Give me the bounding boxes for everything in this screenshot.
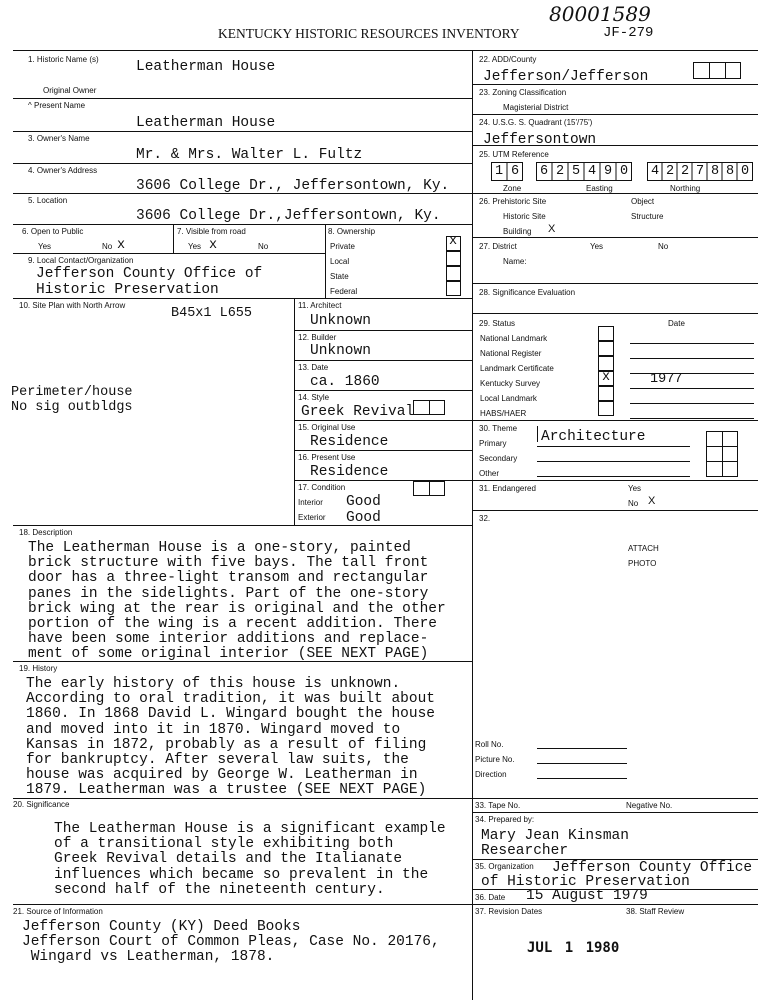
theme-primary-label: Primary: [479, 439, 507, 448]
status-date-line: [630, 418, 754, 419]
direction-line: [537, 778, 627, 779]
history-line: 1879. Leatherman was a trustee (SEE NEXT PAGE): [26, 782, 427, 799]
rule: [472, 237, 758, 238]
district-yes-label: Yes: [590, 242, 604, 251]
location-label: 5. Location: [28, 196, 68, 205]
status-date-label: Date: [668, 319, 685, 328]
status-habs-haer: HABS/HAER: [480, 409, 527, 418]
original-owner-label: Original Owner: [43, 86, 97, 95]
district-label: 27. District: [479, 242, 517, 251]
photo-section-label: 32.: [479, 514, 491, 523]
historic-site-label: Historic Site: [503, 212, 546, 221]
status-date-line: [630, 358, 754, 359]
significance-label: 20. Significance: [13, 800, 70, 809]
utm-northing-label: Northing: [670, 184, 701, 193]
form-top-border: [13, 50, 758, 51]
status-checkbox[interactable]: [598, 401, 614, 416]
ownership-private-mark: x: [449, 234, 458, 249]
add-county-code-box[interactable]: [693, 62, 741, 79]
date-prepared-label: 36. Date: [475, 893, 506, 902]
interior-label: Interior: [298, 498, 323, 507]
rule: [472, 812, 758, 813]
rule: [13, 131, 472, 132]
form-title: KENTUCKY HISTORIC RESOURCES INVENTORY: [218, 26, 520, 41]
rule: [173, 224, 174, 253]
utm-zone-label: Zone: [503, 184, 522, 193]
original-use-label: 15. Original Use: [298, 423, 356, 432]
district-no-label: No: [658, 242, 669, 251]
building-mark[interactable]: X: [548, 223, 556, 235]
builder-label: 12. Builder: [298, 333, 337, 342]
prehistoric-site-label: 26. Prehistoric Site: [479, 197, 547, 206]
endangered-label: 31. Endangered: [479, 484, 536, 493]
status-checkbox[interactable]: [598, 341, 614, 356]
rule: [294, 420, 472, 421]
ownership-checkbox-federal[interactable]: [446, 281, 461, 296]
site-plan-note-2: No sig outbldgs: [11, 400, 133, 415]
utm-easting-digit: 9: [604, 164, 613, 179]
style-code-divider: [429, 400, 430, 415]
present-use-value[interactable]: Residence: [310, 464, 389, 480]
theme-code-divider: [706, 461, 738, 462]
status-checkbox[interactable]: [598, 356, 614, 371]
zoning-label: 23. Zoning Classification: [479, 88, 567, 97]
condition-code-divider: [429, 481, 430, 496]
rule: [472, 193, 758, 194]
prepared-by-name[interactable]: Mary Jean Kinsman: [481, 828, 629, 844]
ownership-state-label: State: [330, 272, 349, 281]
visible-from-road-label: 7. Visible from road: [177, 227, 246, 236]
structure-label: Structure: [631, 212, 664, 221]
open-no-label: No: [102, 242, 113, 251]
visible-yes-label: Yes: [188, 242, 202, 251]
style-value[interactable]: Greek Revival: [301, 404, 415, 420]
architect-value[interactable]: Unknown: [310, 313, 371, 329]
description-text[interactable]: [28, 541, 446, 663]
organization-line-1[interactable]: Jefferson County Office: [552, 860, 753, 876]
rule: [472, 313, 758, 314]
picture-number-label: Picture No.: [475, 755, 515, 764]
source-text[interactable]: [22, 920, 440, 966]
description-line: have been some interior additions and replace-: [28, 631, 429, 648]
kentucky-survey-year[interactable]: 1977: [650, 372, 683, 387]
code-divider: [709, 62, 710, 79]
roll-number-line: [537, 748, 627, 749]
roll-number-label: Roll No.: [475, 740, 504, 749]
rule: [472, 114, 758, 115]
source-label: 21. Source of Information: [13, 907, 103, 916]
picture-number-line: [537, 763, 627, 764]
site-plan-label: 10. Site Plan with North Arrow: [19, 301, 126, 310]
utm-northing-digit: 2: [666, 164, 675, 179]
owner-address-value[interactable]: 3606 College Dr., Jeffersontown, Ky.: [136, 178, 450, 194]
source-line: Jefferson County (KY) Deed Books: [22, 919, 301, 935]
rule: [294, 330, 472, 331]
direction-label: Direction: [475, 770, 507, 779]
status-date-line: [630, 388, 754, 389]
owner-name-label: 3. Owner's Name: [28, 134, 90, 143]
utm-reference-label: 25. UTM Reference: [479, 150, 549, 159]
rule: [472, 283, 758, 284]
description-line: door has a three-light transom and rectangular: [28, 570, 429, 587]
code-divider: [725, 62, 726, 79]
original-use-value[interactable]: Residence: [310, 434, 389, 450]
utm-easting-digit: 4: [588, 164, 597, 179]
location-value[interactable]: 3606 College Dr.,Jeffersontown, Ky.: [136, 208, 441, 224]
endangered-yes-label: Yes: [628, 484, 642, 493]
utm-northing-digit: 8: [711, 164, 720, 179]
rule: [325, 224, 326, 298]
history-line: house was acquired by George W. Leatherman in: [26, 767, 418, 784]
utm-easting-digit: 0: [620, 164, 629, 179]
owner-name-value[interactable]: Mr. & Mrs. Walter L. Fultz: [136, 147, 363, 163]
utm-easting-box[interactable]: [536, 162, 632, 181]
description-line: brick structure with five bays. The tall front: [28, 555, 429, 572]
architect-label: 11. Architect: [298, 301, 342, 310]
rule: [472, 798, 758, 799]
history-line: and moved into it in 1870. Wingard moved to: [26, 721, 401, 738]
site-plan-note-1: Perimeter/house: [11, 385, 133, 400]
description-line: portion of the wing is a recent addition. There: [28, 616, 437, 633]
status-checkbox[interactable]: [598, 326, 614, 341]
status-national-register: National Register: [480, 349, 542, 358]
rule: [472, 904, 758, 905]
district-name-label: Name:: [503, 257, 527, 266]
history-line: for bankruptcy. After several law suits, the: [26, 752, 409, 769]
rule: [294, 390, 472, 391]
exterior-value[interactable]: Good: [346, 510, 381, 526]
prepared-by-label: 34. Prepared by:: [475, 815, 535, 824]
rule: [13, 525, 472, 526]
rule: [472, 420, 758, 421]
magisterial-district-label: Magisterial District: [503, 103, 569, 112]
tape-number-label: 33. Tape No.: [475, 801, 521, 810]
condition-label: 17. Condition: [298, 483, 346, 492]
interior-value[interactable]: Good: [346, 494, 381, 510]
add-county-value[interactable]: Jefferson/Jefferson: [483, 69, 649, 85]
utm-northing-digit: 0: [741, 164, 750, 179]
revision-date-stamp: JUL 1 1980: [527, 940, 620, 956]
history-text[interactable]: [26, 677, 435, 799]
rule: [294, 480, 472, 481]
utm-easting-digit: 5: [572, 164, 581, 179]
endangered-no-label: No: [628, 499, 639, 508]
history-line: According to oral tradition, it was built about: [26, 691, 435, 708]
utm-northing-digit: 8: [726, 164, 735, 179]
description-label: 18. Description: [19, 528, 73, 537]
present-name-label: ^ Present Name: [28, 101, 86, 110]
open-no-mark[interactable]: x: [117, 238, 126, 253]
status-kentucky-survey: Kentucky Survey: [480, 379, 541, 388]
significance-text[interactable]: [54, 822, 446, 898]
historic-name-label: 1. Historic Name (s): [28, 55, 99, 64]
theme-line: [537, 476, 690, 477]
date-prepared-value[interactable]: 15 August 1979: [526, 888, 648, 904]
owner-address-label: 4. Owner's Address: [28, 166, 98, 175]
rule: [13, 98, 472, 99]
reference-number: 80001589: [549, 2, 651, 26]
endangered-no-mark[interactable]: X: [648, 495, 656, 507]
ownership-federal-label: Federal: [330, 287, 358, 296]
history-line: The early history of this house is unknown.: [26, 676, 401, 692]
significance-evaluation-label: 28. Significance Evaluation: [479, 288, 576, 297]
open-yes-label: Yes: [38, 242, 52, 251]
rule: [13, 163, 472, 164]
description-line: ment of some original interior (SEE NEXT PAGE): [28, 646, 429, 663]
prepared-by-title[interactable]: Researcher: [481, 843, 569, 859]
status-date-line: [630, 403, 754, 404]
local-contact-line-1[interactable]: Jefferson County Office of: [36, 266, 263, 282]
status-local-landmark: Local Landmark: [480, 394, 537, 403]
organization-line-2[interactable]: of Historic Preservation: [481, 874, 690, 890]
history-label: 19. History: [19, 664, 58, 673]
theme-line: [537, 461, 690, 462]
status-checkbox[interactable]: [598, 386, 614, 401]
photo-text: PHOTO: [628, 559, 657, 568]
exterior-label: Exterior: [298, 513, 326, 522]
ownership-private-label: Private: [330, 242, 355, 251]
theme-other-label: Other: [479, 469, 500, 478]
utm-zone-digit: 1: [495, 164, 504, 179]
source-line: Jefferson Court of Common Pleas, Case No. 20176,: [22, 934, 440, 951]
theme-code-divider: [722, 431, 723, 477]
status-date-line: [630, 343, 754, 344]
usgs-quadrant-label: 24. U.S.G. S. Quadrant (15'/75'): [479, 118, 593, 127]
object-label: Object: [631, 197, 655, 206]
theme-primary-value[interactable]: Architecture: [541, 429, 646, 445]
open-to-public-label: 6. Open to Public: [22, 227, 84, 236]
form-id: JF-279: [603, 25, 654, 41]
utm-easting-label: Easting: [586, 184, 613, 193]
significance-line: The Leatherman House is a significant example: [54, 821, 446, 837]
description-line: brick wing at the rear is original and the other: [28, 600, 446, 617]
rule: [13, 298, 472, 299]
rule: [13, 904, 472, 905]
kentucky-survey-mark: x: [602, 370, 611, 385]
rule: [13, 224, 472, 225]
rule: [13, 253, 325, 254]
present-name-value[interactable]: Leatherman House: [136, 115, 276, 131]
source-line: Wingard vs Leatherman, 1878.: [22, 949, 275, 966]
utm-northing-digit: 4: [651, 164, 660, 179]
rule: [294, 450, 472, 451]
description-line: The Leatherman House is a one-story, painted: [28, 540, 411, 556]
theme-label: 30. Theme: [479, 424, 518, 433]
rule: [472, 480, 758, 481]
status-date-line: [630, 373, 754, 374]
date-value[interactable]: ca. 1860: [310, 374, 380, 390]
theme-code-divider: [706, 446, 738, 447]
utm-northing-digit: 7: [696, 164, 705, 179]
attach-label: ATTACH: [628, 544, 659, 553]
description-line: panes in the sidelights. Part of the one-story: [28, 585, 429, 602]
visible-no-label: No: [258, 242, 269, 251]
present-use-label: 16. Present Use: [298, 453, 356, 462]
history-line: Kansas in 1872, probably as a result of filing: [26, 736, 427, 753]
rule: [472, 510, 758, 511]
site-plan-code: B45x1 L655: [171, 306, 253, 321]
significance-line: influences which became so prevalent in the: [54, 866, 429, 883]
visible-yes-mark[interactable]: x: [209, 238, 218, 253]
status-label: 29. Status: [479, 319, 516, 328]
significance-line: second half of the nineteenth century.: [54, 881, 385, 898]
utm-zone-digit: 6: [511, 164, 520, 179]
rule: [294, 298, 295, 525]
status-national-landmark: National Landmark: [480, 334, 548, 343]
usgs-quadrant-value[interactable]: Jeffersontown: [483, 132, 597, 148]
local-contact-line-2[interactable]: Historic Preservation: [36, 282, 219, 298]
ownership-label: 8. Ownership: [328, 227, 376, 236]
ownership-checkbox-state[interactable]: [446, 266, 461, 281]
builder-value[interactable]: Unknown: [310, 343, 371, 359]
history-line: 1860. In 1868 David L. Wingard bought the house: [26, 706, 435, 723]
theme-secondary-label: Secondary: [479, 454, 518, 463]
theme-line: [537, 446, 690, 447]
historic-name-value[interactable]: Leatherman House: [136, 59, 276, 75]
date-label: 13. Date: [298, 363, 329, 372]
ownership-local-label: Local: [330, 257, 350, 266]
utm-easting-digit: 6: [540, 164, 549, 179]
utm-easting-digit: 2: [556, 164, 565, 179]
negative-number-label: Negative No.: [626, 801, 673, 810]
ownership-checkbox-local[interactable]: [446, 251, 461, 266]
building-label: Building: [503, 227, 532, 236]
style-label: 14. Style: [298, 393, 330, 402]
status-landmark-certificate: Landmark Certificate: [480, 364, 554, 373]
theme-bracket: [537, 426, 538, 442]
organization-label: 35. Organization: [475, 862, 534, 871]
rule: [294, 360, 472, 361]
significance-line: Greek Revival details and the Italianate: [54, 851, 403, 868]
add-county-label: 22. ADD/County: [479, 55, 537, 64]
local-contact-label: 9. Local Contact/Organization: [28, 256, 134, 265]
significance-line: of a transitional style exhibiting both: [54, 836, 394, 853]
utm-northing-digit: 2: [681, 164, 690, 179]
revision-dates-label: 37. Revision Dates: [475, 907, 543, 916]
staff-review-label: 38. Staff Review: [626, 907, 685, 916]
